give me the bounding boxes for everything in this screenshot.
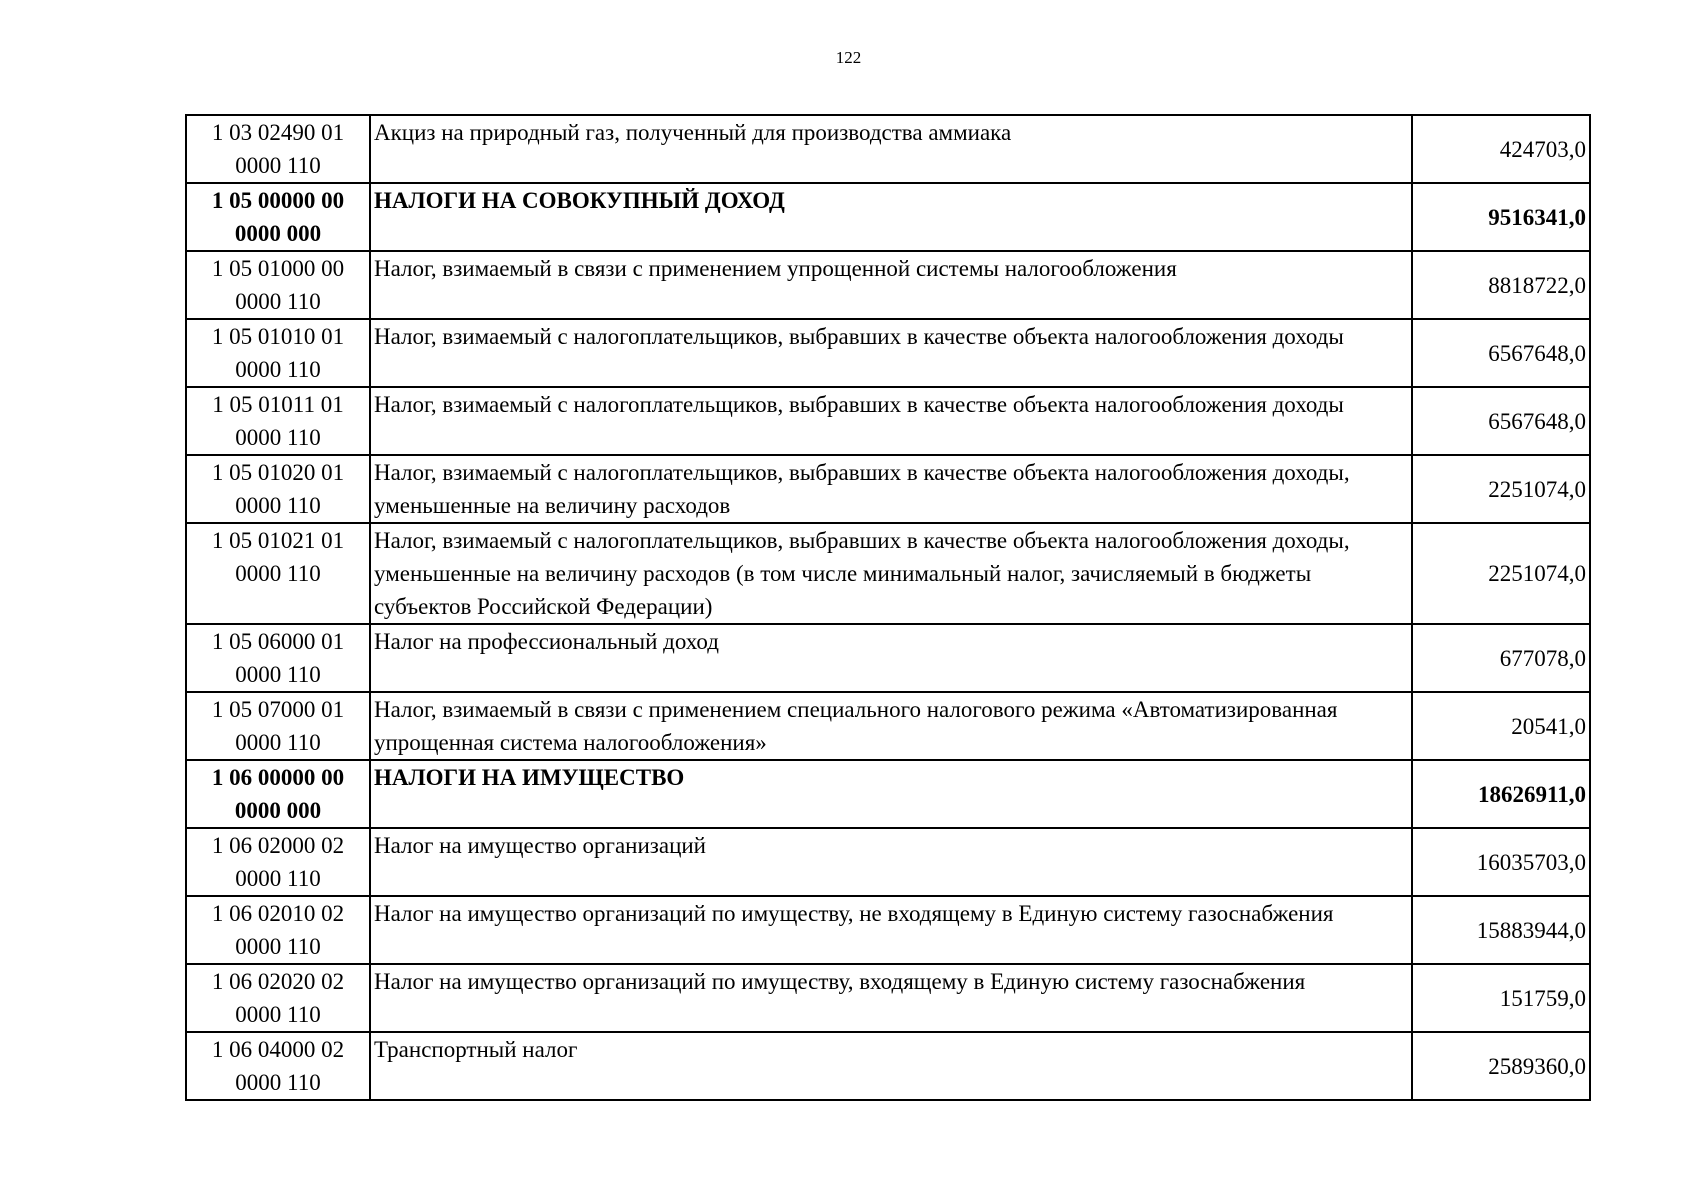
table-row xyxy=(186,692,1590,760)
row-code xyxy=(186,1032,370,1100)
row-amount: 15883944,0 xyxy=(1412,896,1590,964)
code-line-2: 0000 110 xyxy=(235,425,321,450)
table-row xyxy=(186,523,1590,624)
row-amount: 6567648,0 xyxy=(1412,319,1590,387)
row-name: Налог, взимаемый с налогоплательщиков, выбравших в качестве объекта налогообложения доходы xyxy=(370,387,1412,455)
row-name: Налог, взимаемый в связи с применением специального налогового режима «Автоматизированная упрощенная система налогообложения» xyxy=(370,692,1412,760)
table-row xyxy=(186,896,1590,964)
row-name: Налог, взимаемый с налогоплательщиков, выбравших в качестве объекта налогообложения доходы xyxy=(370,319,1412,387)
code-line-2: 0000 110 xyxy=(235,1070,321,1095)
code-line-2: 0000 110 xyxy=(235,1002,321,1027)
table-row xyxy=(186,624,1590,692)
row-amount: 424703,0 xyxy=(1412,115,1590,183)
row-amount: 6567648,0 xyxy=(1412,387,1590,455)
row-code xyxy=(186,183,370,251)
code-line-2: 0000 110 xyxy=(235,866,321,891)
row-code xyxy=(186,319,370,387)
code-line-1: 1 05 01000 00 xyxy=(211,256,345,281)
row-amount: 2251074,0 xyxy=(1412,455,1590,523)
code-line-1: 1 06 02010 02 xyxy=(211,901,345,926)
table-row xyxy=(186,387,1590,455)
table-row xyxy=(186,319,1590,387)
code-line-2: 0000 110 xyxy=(235,357,321,382)
row-code xyxy=(186,692,370,760)
code-line-2: 0000 110 xyxy=(235,493,321,518)
row-code xyxy=(186,896,370,964)
row-name: Налог, взимаемый в связи с применением упрощенной системы налогообложения xyxy=(370,251,1412,319)
row-name: Транспортный налог xyxy=(370,1032,1412,1100)
table-row xyxy=(186,455,1590,523)
row-amount: 9516341,0 xyxy=(1412,183,1590,251)
code-line-1: 1 06 02020 02 xyxy=(211,969,345,994)
row-code xyxy=(186,523,370,624)
code-line-1: 1 05 00000 00 xyxy=(211,188,345,213)
code-line-1: 1 05 01011 01 xyxy=(212,392,344,417)
row-code xyxy=(186,251,370,319)
code-line-2: 0000 110 xyxy=(235,662,321,687)
code-line-2: 0000 000 xyxy=(234,221,322,246)
table-row-section xyxy=(186,760,1590,828)
code-line-1: 1 05 06000 01 xyxy=(211,629,345,654)
row-amount: 8818722,0 xyxy=(1412,251,1590,319)
row-amount: 2251074,0 xyxy=(1412,523,1590,624)
row-code xyxy=(186,624,370,692)
row-amount: 2589360,0 xyxy=(1412,1032,1590,1100)
row-name: Налог на имущество организаций по имуществу, входящему в Единую систему газоснабжения xyxy=(370,964,1412,1032)
row-amount: 18626911,0 xyxy=(1412,760,1590,828)
row-amount: 677078,0 xyxy=(1412,624,1590,692)
row-code xyxy=(186,828,370,896)
table-row xyxy=(186,115,1590,183)
code-line-1: 1 05 01021 01 xyxy=(211,528,345,553)
row-name: НАЛОГИ НА ИМУЩЕСТВО xyxy=(370,760,1412,828)
code-line-2: 0000 110 xyxy=(235,289,321,314)
row-amount: 20541,0 xyxy=(1412,692,1590,760)
row-amount: 151759,0 xyxy=(1412,964,1590,1032)
row-name: НАЛОГИ НА СОВОКУПНЫЙ ДОХОД xyxy=(370,183,1412,251)
revenue-table-body xyxy=(186,115,1590,1100)
row-name: Налог, взимаемый с налогоплательщиков, выбравших в качестве объекта налогообложения доходы, уменьшенные на величину расходов xyxy=(370,455,1412,523)
code-line-1: 1 06 04000 02 xyxy=(211,1037,345,1062)
table-row xyxy=(186,964,1590,1032)
row-name: Налог на профессиональный доход xyxy=(370,624,1412,692)
code-line-2: 0000 110 xyxy=(235,153,321,178)
code-line-1: 1 03 02490 01 xyxy=(211,120,345,145)
code-line-1: 1 06 00000 00 xyxy=(211,765,345,790)
table-row-section xyxy=(186,183,1590,251)
code-line-1: 1 05 01010 01 xyxy=(211,324,345,349)
row-amount: 16035703,0 xyxy=(1412,828,1590,896)
code-line-2: 0000 110 xyxy=(235,934,321,959)
page-number: 122 xyxy=(835,48,862,67)
row-name: Налог, взимаемый с налогоплательщиков, выбравших в качестве объекта налогообложения доходы, уменьшенные на величину расходов (в том числе минимальный налог, зачисляемый в бюджеты субъектов Российской Федерации) xyxy=(370,523,1412,624)
revenue-table xyxy=(185,114,1591,1101)
row-name: Налог на имущество организаций по имуществу, не входящему в Единую систему газоснабжения xyxy=(370,896,1412,964)
code-line-1: 1 05 01020 01 xyxy=(211,460,345,485)
table-row xyxy=(186,828,1590,896)
row-name: Акциз на природный газ, полученный для производства аммиака xyxy=(370,115,1412,183)
code-line-2: 0000 110 xyxy=(235,561,321,586)
row-code xyxy=(186,455,370,523)
row-code xyxy=(186,387,370,455)
row-code xyxy=(186,964,370,1032)
table-row xyxy=(186,1032,1590,1100)
row-code xyxy=(186,760,370,828)
code-line-1: 1 06 02000 02 xyxy=(211,833,345,858)
code-line-2: 0000 000 xyxy=(234,798,322,823)
row-name: Налог на имущество организаций xyxy=(370,828,1412,896)
table-row xyxy=(186,251,1590,319)
row-code xyxy=(186,115,370,183)
code-line-2: 0000 110 xyxy=(235,730,321,755)
code-line-1: 1 05 07000 01 xyxy=(211,697,345,722)
